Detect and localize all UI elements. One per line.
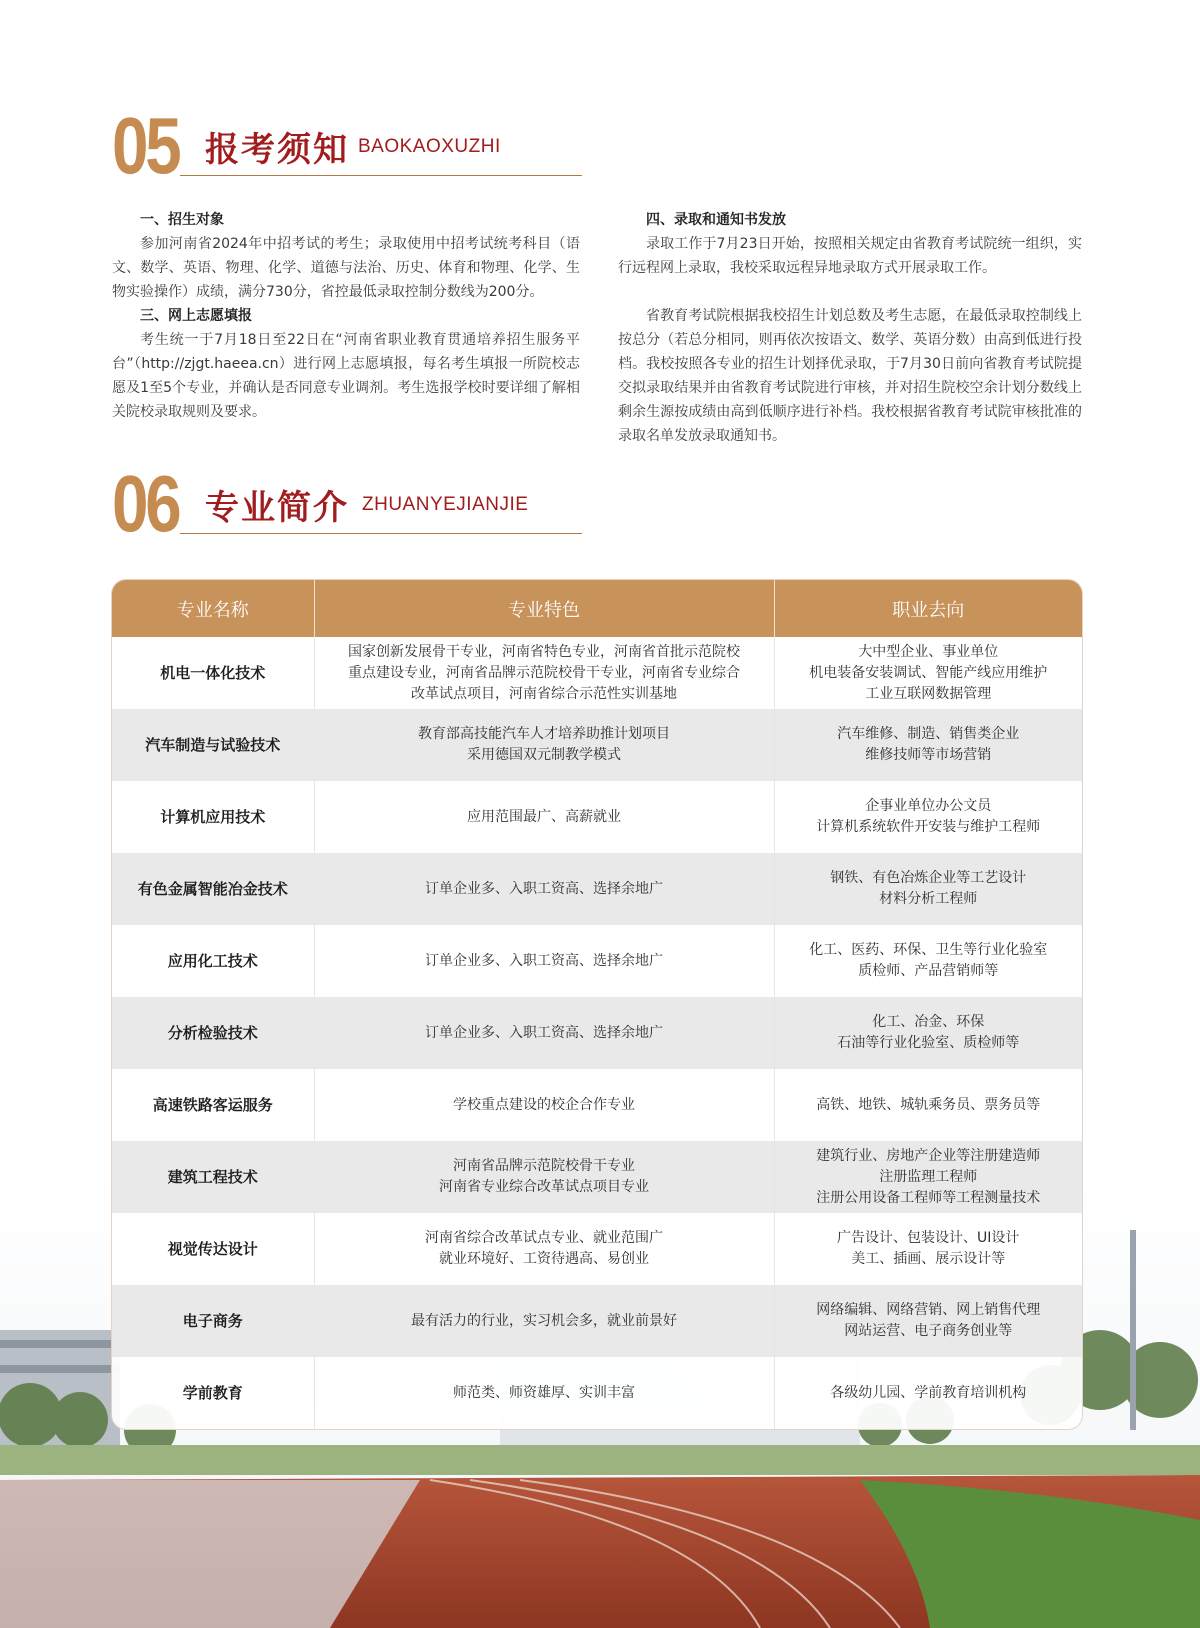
major-features: 订单企业多、入职工资高、选择余地广: [314, 853, 774, 925]
major-features: 河南省综合改革试点专业、就业范围广 就业环境好、工资待遇高、易创业: [314, 1213, 774, 1285]
notice-heading: 三、网上志愿填报: [140, 308, 252, 324]
column-header-careers: 职业去向: [774, 580, 1082, 637]
major-careers: 广告设计、包装设计、UI设计 美工、插画、展示设计等: [774, 1213, 1082, 1285]
table-row: [112, 853, 1082, 925]
section-divider: [180, 533, 582, 534]
major-features: 应用范围最广、高薪就业: [314, 781, 774, 853]
table-row: [112, 1069, 1082, 1141]
table-row: [112, 925, 1082, 997]
major-careers: 汽车维修、制造、销售类企业 维修技师等市场营销: [774, 709, 1082, 781]
section-subtitle: ZHUANYEJIANJIE: [362, 494, 529, 515]
major-features: 教育部高技能汽车人才培养助推计划项目 采用德国双元制教学模式: [314, 709, 774, 781]
paragraph-gap: [618, 280, 1082, 304]
major-features: 最有活力的行业，实习机会多，就业前景好: [314, 1285, 774, 1357]
notice-paragraph: 录取工作于7月23日开始，按照相关规定由省教育考试院统一组织，实行远程网上录取，我校采取远程异地录取方式开展录取工作。: [618, 236, 1082, 276]
major-features: 师范类、师资雄厚、实训丰富: [314, 1357, 774, 1429]
table-header-row: [112, 580, 1082, 637]
major-features: 订单企业多、入职工资高、选择余地广: [314, 997, 774, 1069]
notice-heading: 四、录取和通知书发放: [646, 212, 786, 228]
notice-paragraph: 考生统一于7月18日至22日在“河南省职业教育贯通培养招生服务平台”（http://zjgt.haeea.cn）进行网上志愿填报，每名考生填报一所院校志愿及1至5个专业，并确认是否同意专业调剂。考生选报学校时要详细了解相关院校录取规则及要求。: [112, 332, 580, 420]
major-careers: 企事业单位办公文员 计算机系统软件开安装与维护工程师: [774, 781, 1082, 853]
major-careers: 化工、冶金、环保 石油等行业化验室、质检师等: [774, 997, 1082, 1069]
section-06-header: [112, 459, 582, 548]
notice-paragraph: 参加河南省2024年中招考试的考生；录取使用中招考试统考科目（语文、数学、英语、物理、化学、道德与法治、历史、体育和物理、化学、生物实验操作）成绩，满分730分，省控最低录取控制分数线为200分。: [112, 236, 580, 300]
table-row: [112, 1213, 1082, 1285]
major-features: 学校重点建设的校企合作专业: [314, 1069, 774, 1141]
notice-right-column: [618, 208, 1082, 448]
major-name: 视觉传达设计: [112, 1213, 314, 1285]
table-row: [112, 709, 1082, 781]
major-careers: 网络编辑、网络营销、网上销售代理 网站运营、电子商务创业等: [774, 1285, 1082, 1357]
major-name: 应用化工技术: [112, 925, 314, 997]
major-name: 电子商务: [112, 1285, 314, 1357]
column-header-features: 专业特色: [314, 580, 774, 637]
major-features: 订单企业多、入职工资高、选择余地广: [314, 925, 774, 997]
table-row: [112, 1141, 1082, 1213]
section-title: 报考须知: [205, 130, 349, 170]
major-name: 汽车制造与试验技术: [112, 709, 314, 781]
major-features: 国家创新发展骨干专业，河南省特色专业，河南省首批示范院校 重点建设专业，河南省品牌示范院校骨干专业，河南省专业综合 改革试点项目，河南省综合示范性实训基地: [314, 637, 774, 709]
table-row: [112, 781, 1082, 853]
table-row: [112, 997, 1082, 1069]
majors-table: [112, 580, 1082, 1429]
table-row: [112, 1357, 1082, 1429]
major-name: 学前教育: [112, 1357, 314, 1429]
major-name: 计算机应用技术: [112, 781, 314, 853]
major-careers: 各级幼儿园、学前教育培训机构: [774, 1357, 1082, 1429]
major-name: 分析检验技术: [112, 997, 314, 1069]
major-careers: 高铁、地铁、城轨乘务员、票务员等: [774, 1069, 1082, 1141]
major-careers: 化工、医药、环保、卫生等行业化验室 质检师、产品营销师等: [774, 925, 1082, 997]
major-careers: 建筑行业、房地产企业等注册建造师 注册监理工程师 注册公用设备工程师等工程测量技术: [774, 1141, 1082, 1213]
major-features: 河南省品牌示范院校骨干专业 河南省专业综合改革试点项目专业: [314, 1141, 774, 1213]
notice-paragraph: 省教育考试院根据我校招生计划总数及考生志愿，在最低录取控制线上按总分（若总分相同，则再依次按语文、数学、英语分数）由高到低进行投档。我校按照各专业的招生计划择优录取，于7月30日前向省教育考试院提交拟录取结果并由省教育考试院进行审核，并对招生院校空余计划分数线上剩余生源按成绩由高到低顺序进行补档。我校根据省教育考试院审核批准的录取名单发放录取通知书。: [618, 308, 1082, 444]
column-header-name: 专业名称: [112, 580, 314, 637]
major-careers: 钢铁、有色冶炼企业等工艺设计 材料分析工程师: [774, 853, 1082, 925]
major-name: 建筑工程技术: [112, 1141, 314, 1213]
section-divider: [180, 175, 582, 176]
table-row: [112, 637, 1082, 709]
major-name: 机电一体化技术: [112, 637, 314, 709]
section-number: 05: [112, 101, 179, 190]
major-name: 有色金属智能冶金技术: [112, 853, 314, 925]
section-number: 06: [112, 459, 179, 548]
table-row: [112, 1285, 1082, 1357]
section-05-header: [112, 101, 582, 190]
major-careers: 大中型企业、事业单位 机电装备安装调试、智能产线应用维护 工业互联网数据管理: [774, 637, 1082, 709]
major-name: 高速铁路客运服务: [112, 1069, 314, 1141]
notice-heading: 一、招生对象: [140, 212, 224, 228]
notice-left-column: [112, 208, 580, 424]
section-title: 专业简介: [205, 488, 349, 528]
section-subtitle: BAOKAOXUZHI: [358, 136, 501, 157]
